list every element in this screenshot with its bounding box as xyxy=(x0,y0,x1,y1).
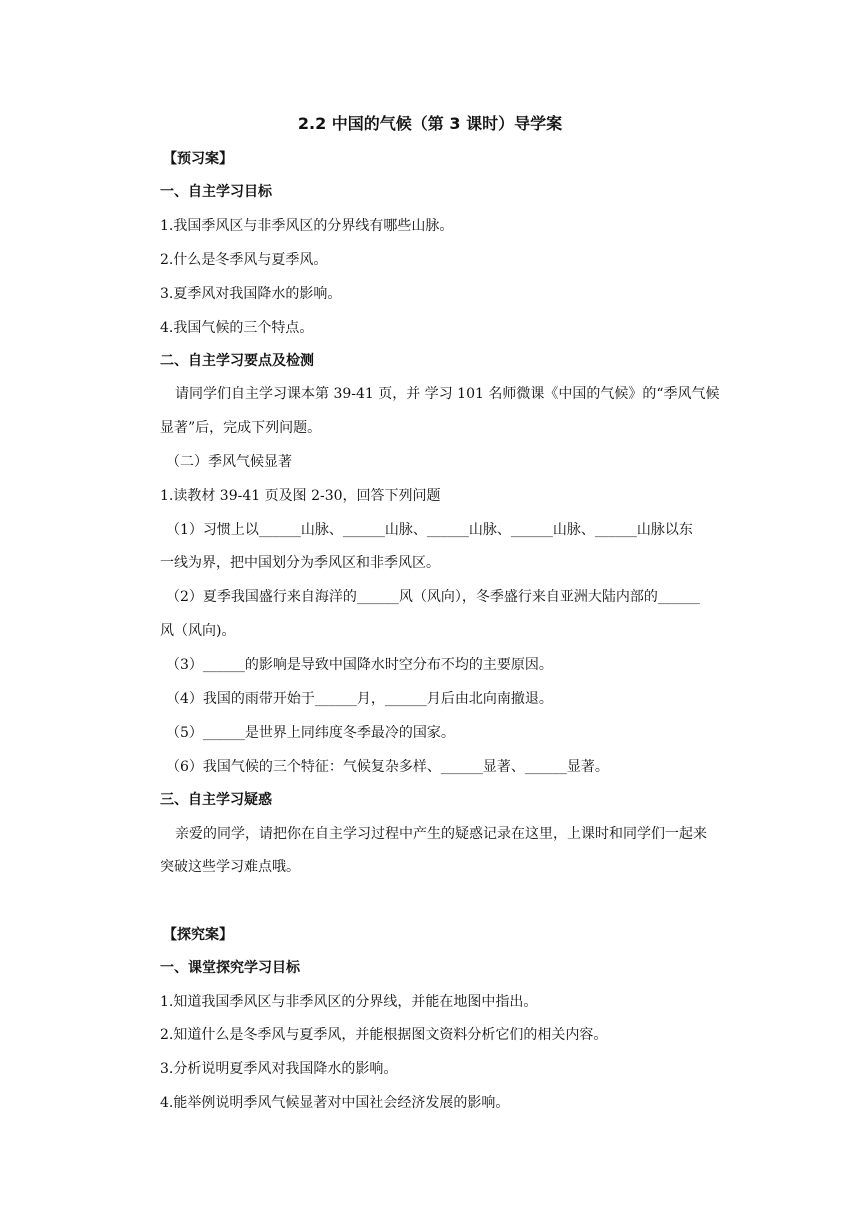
section-3-text: 亲爱的同学，请把你在自主学习过程中产生的疑惑记录在这里，上课时和同学们一起来 xyxy=(175,826,707,842)
goal-item: 3.夏季风对我国降水的影响。 xyxy=(160,286,342,302)
explore-goal-item: 4.能举例说明季风气候显著对中国社会经济发展的影响。 xyxy=(160,1095,510,1111)
question-1-5: （5）______是世界上同纬度冬季最冷的国家。 xyxy=(166,725,455,741)
explore-goal-item: 1.知道我国季风区与非季风区的分界线，并能在地图中指出。 xyxy=(160,994,538,1010)
goal-item: 1.我国季风区与非季风区的分界线有哪些山脉。 xyxy=(160,218,454,234)
section-2-intro: 请同学们自主学习课本第 39-41 页，并 学习 101 名师微课《中国的气候》的“季风气候 xyxy=(175,386,720,402)
explore-goal-item: 3.分析说明夏季风对我国降水的影响。 xyxy=(160,1061,398,1077)
question-1-1: （1）习惯上以______山脉、______山脉、______山脉、______山脉、______山脉以东 xyxy=(166,522,693,538)
question-1-3: （3）______的影响是导致中国降水时空分布不均的主要原因。 xyxy=(166,657,553,673)
explore-section-1-title: 一、课堂探究学习目标 xyxy=(160,960,300,976)
preview-header: 【预习案】 xyxy=(163,151,233,167)
section-2-subtitle: （二）季风气候显著 xyxy=(166,454,292,470)
question-1-2-cont: 风（风向)。 xyxy=(160,623,236,639)
section-3-title: 三、自主学习疑惑 xyxy=(160,792,272,808)
question-1: 1.读教材 39-41 页及图 2-30，回答下列问题 xyxy=(160,488,441,504)
explore-header: 【探究案】 xyxy=(163,927,233,943)
document-title: 2.2 中国的气候（第 3 课时）导学案 xyxy=(297,114,563,133)
question-1-2: （2）夏季我国盛行来自海洋的______风（风向），冬季盛行来自亚洲大陆内部的______ xyxy=(166,589,700,605)
question-1-4: （4）我国的雨带开始于______月，______月后由北向南撤退。 xyxy=(166,691,553,707)
explore-goal-item: 2.知道什么是冬季风与夏季风，并能根据图文资料分析它们的相关内容。 xyxy=(160,1027,608,1043)
section-2-intro-cont: 显著”后，完成下列问题。 xyxy=(160,420,322,436)
question-1-6: （6）我国气候的三个特征：气候复杂多样、______显著、______显著。 xyxy=(166,759,609,775)
section-3-text-cont: 突破这些学习难点哦。 xyxy=(160,859,300,875)
question-1-1-cont: 一线为界，把中国划分为季风区和非季风区。 xyxy=(160,555,440,571)
section-1-title: 一、自主学习目标 xyxy=(160,184,272,200)
goal-item: 4.我国气候的三个特点。 xyxy=(160,320,314,336)
goal-item: 2.什么是冬季风与夏季风。 xyxy=(160,252,328,268)
section-2-title: 二、自主学习要点及检测 xyxy=(160,353,314,369)
